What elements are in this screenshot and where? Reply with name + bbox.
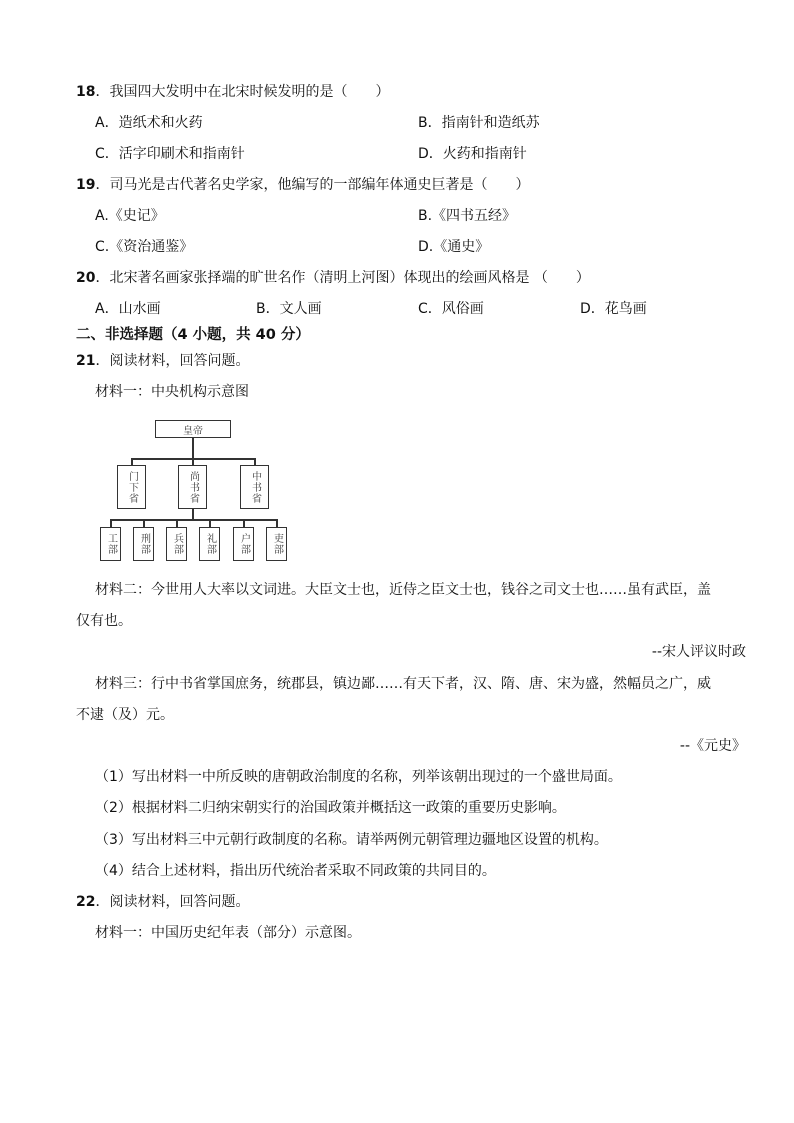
option-b: B．文人画 xyxy=(256,301,322,317)
material-1-title: 材料一：中央机构示意图 xyxy=(95,384,249,400)
question-number: 21 xyxy=(76,353,96,369)
sub-question-3: （3）写出材料三中元朝行政制度的名称。请举两例元朝管理边疆地区设置的机构。 xyxy=(95,832,608,848)
diagram-xingbu-box: 刑部 xyxy=(133,527,154,561)
question-21-stem: 21．阅读材料，回答问题。 xyxy=(76,353,250,369)
diagram-hubu-box: 户部 xyxy=(233,527,254,561)
option-a: A．造纸术和火药 xyxy=(95,115,203,131)
option-b: B.《四书五经》 xyxy=(418,208,517,224)
diagram-menxia-box: 门下省 xyxy=(117,465,146,509)
option-c: C．活字印刷术和指南针 xyxy=(95,146,245,162)
sub-question-4: （4）结合上述材料，指出历代统治者采取不同政策的共同目的。 xyxy=(95,863,496,879)
question-number: 22 xyxy=(76,894,96,910)
diagram-shangshu-box: 尚书省 xyxy=(178,465,207,509)
connector-line xyxy=(209,519,211,527)
option-d: D．花鸟画 xyxy=(580,301,647,317)
question-number: 19 xyxy=(76,177,96,193)
question-number: 18 xyxy=(76,84,96,100)
option-d: D.《通史》 xyxy=(418,239,490,255)
diagram-bingbu-box: 兵部 xyxy=(166,527,187,561)
central-organization-diagram xyxy=(100,418,300,566)
connector-line xyxy=(243,519,245,527)
connector-line xyxy=(192,509,194,519)
option-a: A.《史记》 xyxy=(95,208,165,224)
option-b: B．指南针和造纸苏 xyxy=(418,115,540,131)
connector-line xyxy=(110,519,112,527)
option-a: A．山水画 xyxy=(95,301,161,317)
question-19-stem: 19．司马光是古代著名史学家，他编写的一部编年体通史巨著是（ ） xyxy=(76,177,530,193)
connector-line xyxy=(192,438,194,458)
connector-line xyxy=(110,519,277,521)
question-18-stem: 18．我国四大发明中在北宋时候发明的是（ ） xyxy=(76,84,390,100)
option-c: C．风俗画 xyxy=(418,301,484,317)
material-2-source: --宋人评议时政 xyxy=(651,644,746,660)
material-3-line: 不逮（及）元。 xyxy=(76,707,174,723)
diagram-gongbu-box: 工部 xyxy=(100,527,121,561)
connector-line xyxy=(143,519,145,527)
question-20-stem: 20．北宋著名画家张择端的旷世名作（清明上河图）体现出的绘画风格是 （ ） xyxy=(76,270,590,286)
question-number: 20 xyxy=(76,270,96,286)
diagram-zhongshu-box: 中书省 xyxy=(240,465,269,509)
sub-question-1: （1）写出材料一中所反映的唐朝政治制度的名称，列举该朝出现过的一个盛世局面。 xyxy=(95,769,622,785)
material-3-source: --《元史》 xyxy=(679,738,746,754)
diagram-emperor-box: 皇帝 xyxy=(155,420,231,438)
diagram-libu-personnel-box: 吏部 xyxy=(266,527,287,561)
option-d: D．火药和指南针 xyxy=(418,146,527,162)
diagram-libu-box: 礼部 xyxy=(199,527,220,561)
material-2-line: 材料二：今世用人大率以文词进。大臣文士也，近侍之臣文士也，钱谷之司文士也……虽有武臣，盖 xyxy=(95,582,711,598)
material-3-line: 材料三：行中书省掌国庶务，统郡县，镇边鄙……有天下者，汉、隋、唐、宋为盛，然幅员之广，威 xyxy=(95,676,711,692)
option-c: C.《资治通鉴》 xyxy=(95,239,194,255)
section-heading: 二、非选择题（4 小题，共 40 分） xyxy=(76,327,310,343)
material-1-title: 材料一：中国历史纪年表（部分）示意图。 xyxy=(95,925,361,941)
connector-line xyxy=(176,519,178,527)
sub-question-2: （2）根据材料二归纳宋朝实行的治国政策并概括这一政策的重要历史影响。 xyxy=(95,800,566,816)
material-2-line: 仅有也。 xyxy=(76,613,132,629)
connector-line xyxy=(276,519,278,527)
question-22-stem: 22．阅读材料，回答问题。 xyxy=(76,894,250,910)
